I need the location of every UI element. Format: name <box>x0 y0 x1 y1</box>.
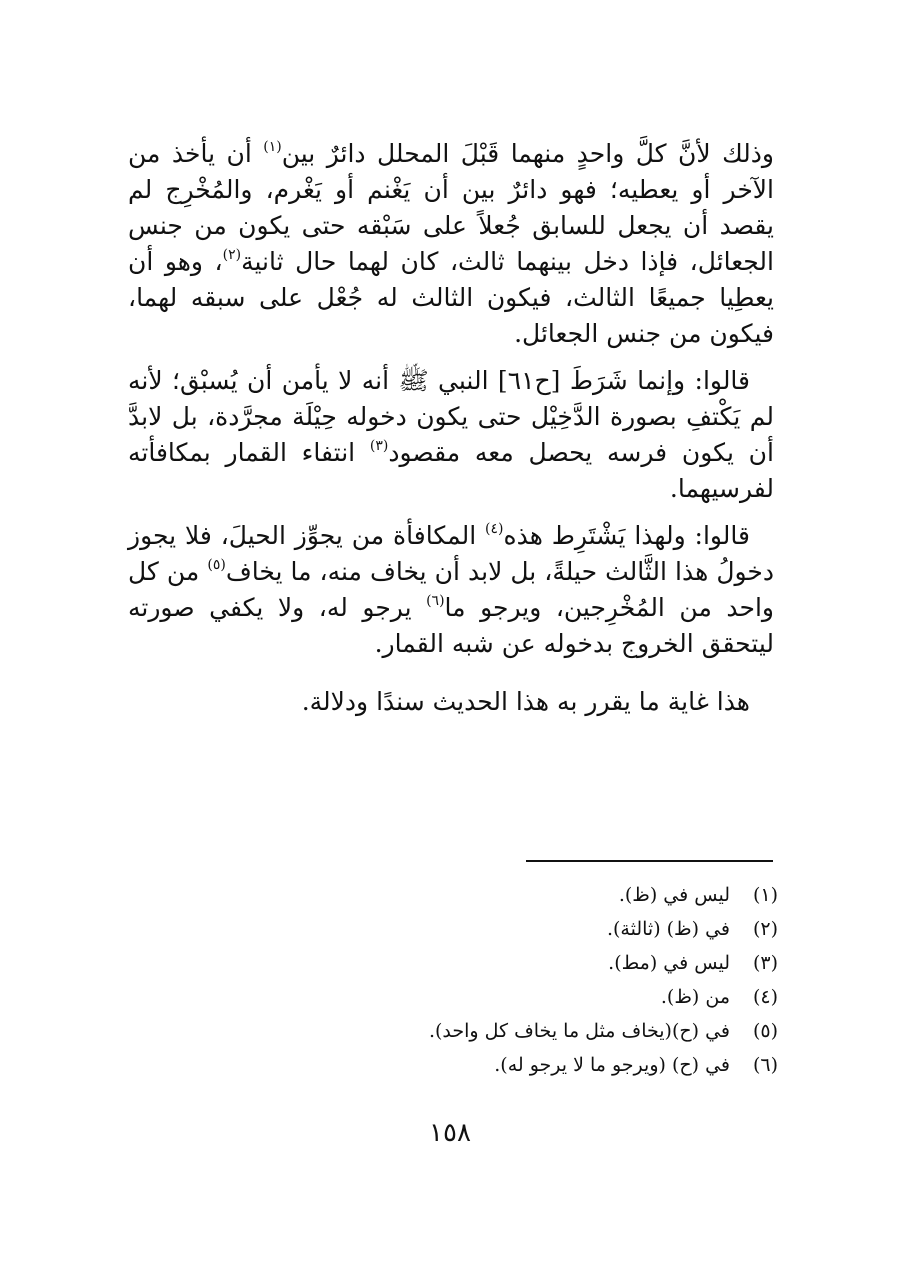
footnote-number: (٦) <box>752 1054 778 1076</box>
paragraph-3 <box>128 518 774 662</box>
footnote-ref-5[interactable]: (٥) <box>207 557 226 573</box>
paragraph-2 <box>128 363 774 507</box>
footnote-number: (٢) <box>752 918 778 940</box>
text-segment: قالوا: ولهذا يَشْتَرِط هذه <box>503 521 750 550</box>
text-segment: وذلك لأنَّ كلَّ واحدٍ منهما قَبْلَ المحلل دائرٌ بين <box>281 139 774 168</box>
footnote-number: (٥) <box>752 1020 778 1042</box>
footnote-text: في (ح) (ويرجو ما لا يرجو له). <box>494 1054 730 1076</box>
footnote-text: في (ح)(يخاف مثل ما يخاف كل واحد). <box>428 1020 730 1042</box>
footnote-text: ليس في (مط). <box>608 952 730 974</box>
text-segment: يرجو له، ولا يكفي صورته ليتحقق الخروج بدخوله عن شبه القمار. <box>128 593 774 658</box>
footnote-number: (٤) <box>752 986 778 1008</box>
text-segment: قالوا: وإنما شَرَطَ [ح٦١] النبي ﷺ أنه لا يأمن أن يُسبْق؛ لأنه لم يَكْتفِ بصورة الدَّخِيْل حتى يكون دخوله حِيْلَة مجرَّدة، بل لابدَّ أن يكون فرسه يحصل معه مقصود <box>128 366 774 467</box>
footnote-ref-6[interactable]: (٦) <box>426 593 445 609</box>
footnote-2 <box>300 912 778 946</box>
footnote-text: في (ظ) (ثالثة). <box>606 918 730 940</box>
footnote-4 <box>300 980 778 1014</box>
text-segment: أن يأخذ من الآخر أو يعطيه؛ فهو دائرٌ بين أن يَغْنم أو يَغْرم، والمُخْرِج لم يقصد أن يجعل للسابق جُعلاً على سَبْقه حتى يكون من جنس الجعائل، فإذا دخل بينهما ثالث، كان لهما حال ثانية <box>128 139 774 276</box>
footnote-number: (١) <box>752 884 778 906</box>
text-segment: المكافأة من يجوِّز الحيلَ، فلا يجوز دخولُ هذا الثَّالث حيلةً، بل لابد أن يخاف منه، ما يخاف <box>128 521 774 586</box>
footnote-ref-1[interactable]: (١) <box>263 139 282 155</box>
paragraph-1 <box>128 136 774 352</box>
footnote-ref-3[interactable]: (٣) <box>369 438 389 454</box>
text-segment: انتفاء القمار بمكافأته لفرسيهما. <box>128 438 774 503</box>
text-segment: ، وهو أن يعطِيا جميعًا الثالث، فيكون الثالث له جُعْل على سبقه لهما، فيكون من جنس الجعائل. <box>128 247 774 348</box>
footnote-1 <box>300 878 778 912</box>
footnote-ref-2[interactable]: (٢) <box>222 247 242 263</box>
closing-line: هذا غاية ما يقرر به هذا الحديث سندًا ودلالة. <box>301 687 750 716</box>
page-number: ١٥٨ <box>429 1118 471 1148</box>
footnote-3 <box>300 946 778 980</box>
footnote-ref-4[interactable]: (٤) <box>485 521 504 537</box>
main-text <box>128 136 774 731</box>
footnote-separator <box>526 860 773 862</box>
footnote-text: ليس في (ظ). <box>618 884 730 906</box>
footnote-6 <box>300 1048 778 1082</box>
footnote-number: (٣) <box>752 952 778 974</box>
text-segment: من كل واحد من المُخْرِجين، ويرجو ما <box>128 557 774 622</box>
footnotes <box>300 878 778 1082</box>
footnote-text: من (ظ). <box>660 986 730 1008</box>
footnote-5 <box>300 1014 778 1048</box>
